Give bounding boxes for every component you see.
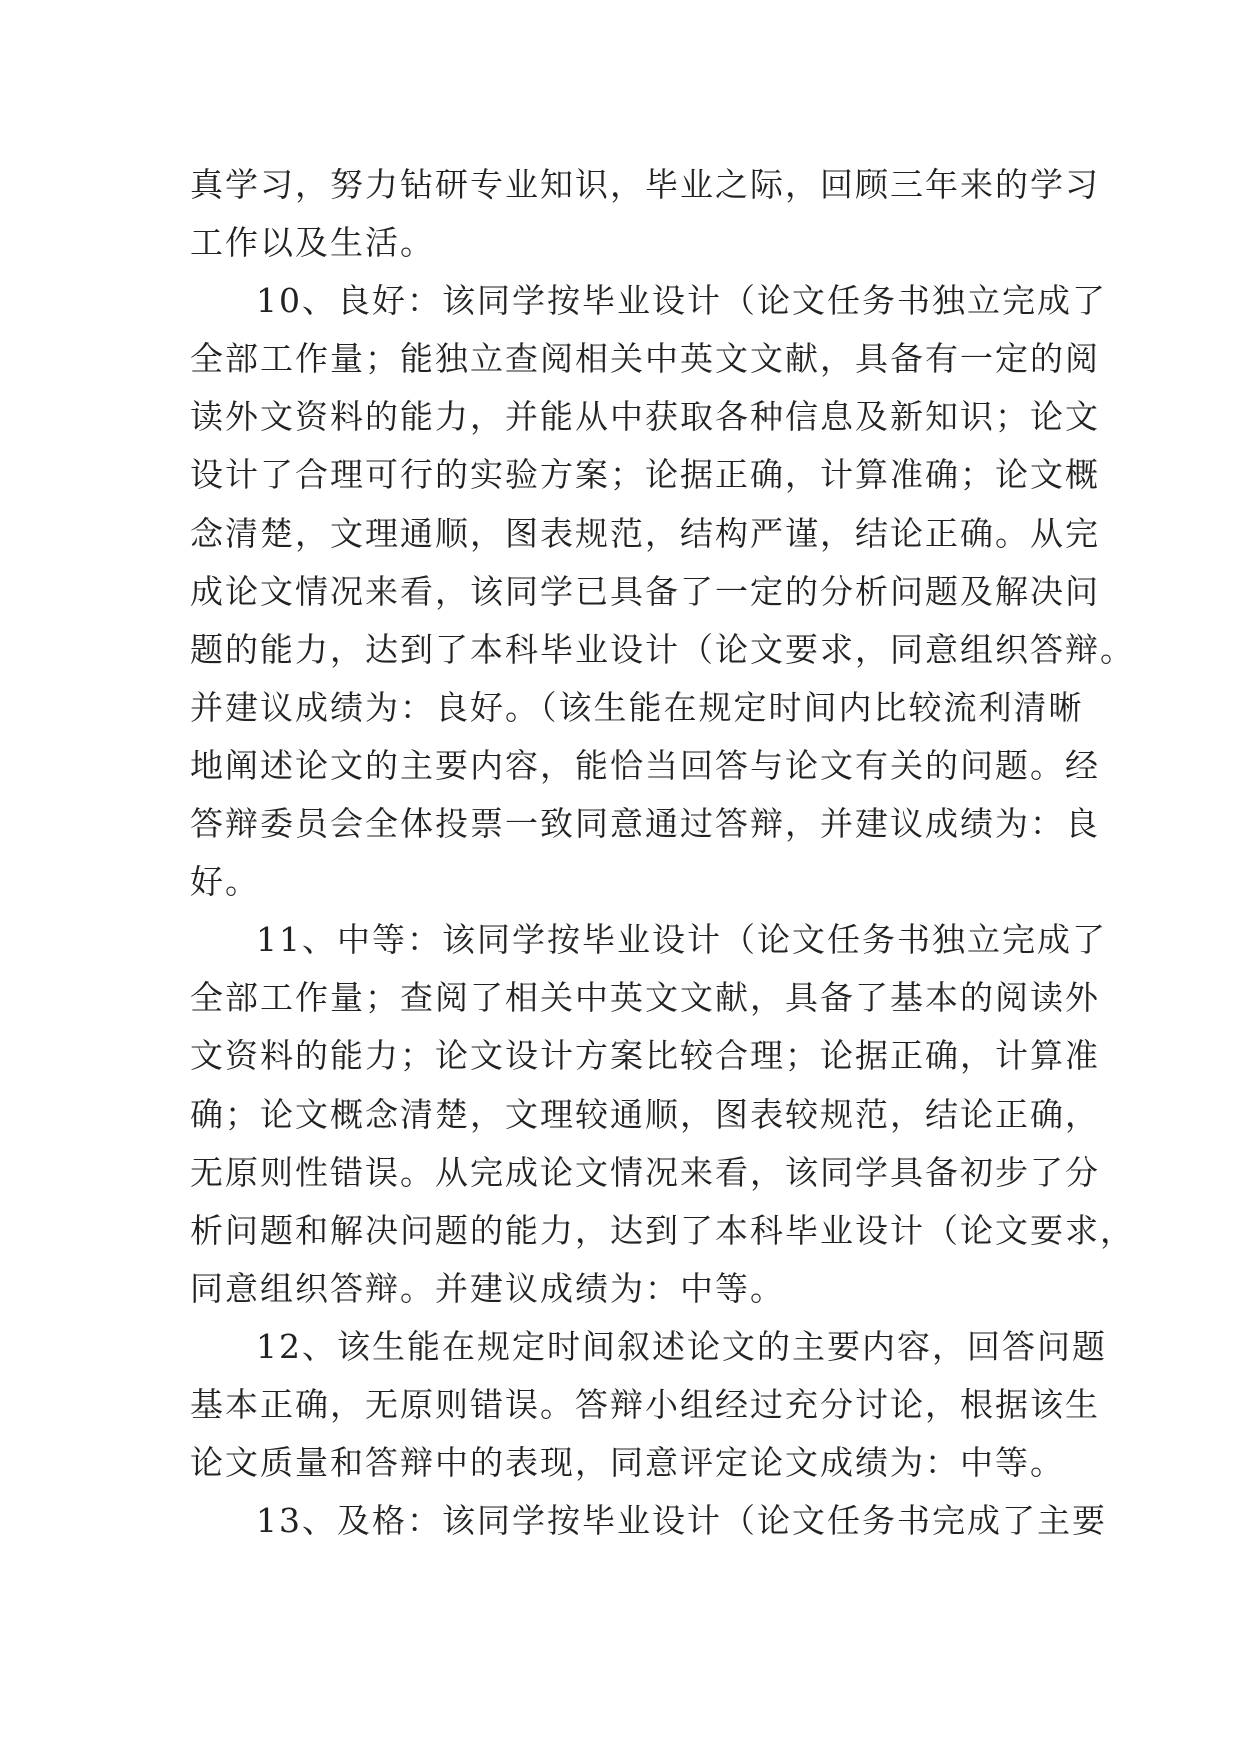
text-line: 答辩委员会全体投票一致同意通过答辩，并建议成绩为：良 [190, 804, 1100, 844]
document-body [190, 156, 1135, 1550]
text-line: 文资料的能力；论文设计方案比较合理；论据正确，计算准 [190, 1036, 1100, 1076]
text-line: 成论文情况来看，该同学已具备了一定的分析问题及解决问 [190, 571, 1100, 611]
text-line: 地阐述论文的主要内容，能恰当回答与论文有关的问题。经 [190, 745, 1100, 785]
text-line: 12、该生能在规定时间叙述论文的主要内容，回答问题 [256, 1326, 1107, 1366]
text-line: 11、中等：该同学按毕业设计（论文任务书独立完成了 [256, 920, 1107, 960]
text-line: 确；论文概念清楚，文理较通顺，图表较规范，结论正确， [190, 1094, 1100, 1134]
text-line: 全部工作量；能独立查阅相关中英文文献，具备有一定的阅 [190, 339, 1100, 379]
text-line: 10、良好：该同学按毕业设计（论文任务书独立完成了 [256, 281, 1107, 321]
text-line: 同意组织答辩。并建议成绩为：中等。 [190, 1268, 785, 1308]
text-line: 13、及格：该同学按毕业设计（论文任务书完成了主要 [256, 1501, 1107, 1541]
text-line: 论文质量和答辩中的表现，同意评定论文成绩为：中等。 [190, 1443, 1065, 1483]
text-line: 真学习，努力钻研专业知识，毕业之际，回顾三年来的学习 [190, 165, 1100, 204]
text-line: 基本正确，无原则错误。答辩小组经过充分讨论，根据该生 [190, 1384, 1100, 1424]
text-line: 工作以及生活。 [190, 223, 435, 263]
text-line: 全部工作量；查阅了相关中英文文献，具备了基本的阅读外 [190, 978, 1100, 1018]
text-line: 念清楚，文理通顺，图表规范，结构严谨，结论正确。从完 [190, 513, 1100, 553]
text-line: 无原则性错误。从完成论文情况来看，该同学具备初步了分 [190, 1152, 1100, 1192]
text-line: 读外文资料的能力，并能从中获取各种信息及新知识；论文 [190, 397, 1100, 437]
text-line: 并建议成绩为：良好。（该生能在规定时间内比较流利清晰 [190, 687, 1084, 727]
text-line: 设计了合理可行的实验方案；论据正确，计算准确；论文概 [190, 455, 1100, 495]
text-line: 好。 [190, 862, 260, 902]
text-line: 析问题和解决问题的能力，达到了本科毕业设计（论文要求， [190, 1210, 1135, 1250]
text-line: 题的能力，达到了本科毕业设计（论文要求，同意组织答辩。 [190, 629, 1135, 669]
